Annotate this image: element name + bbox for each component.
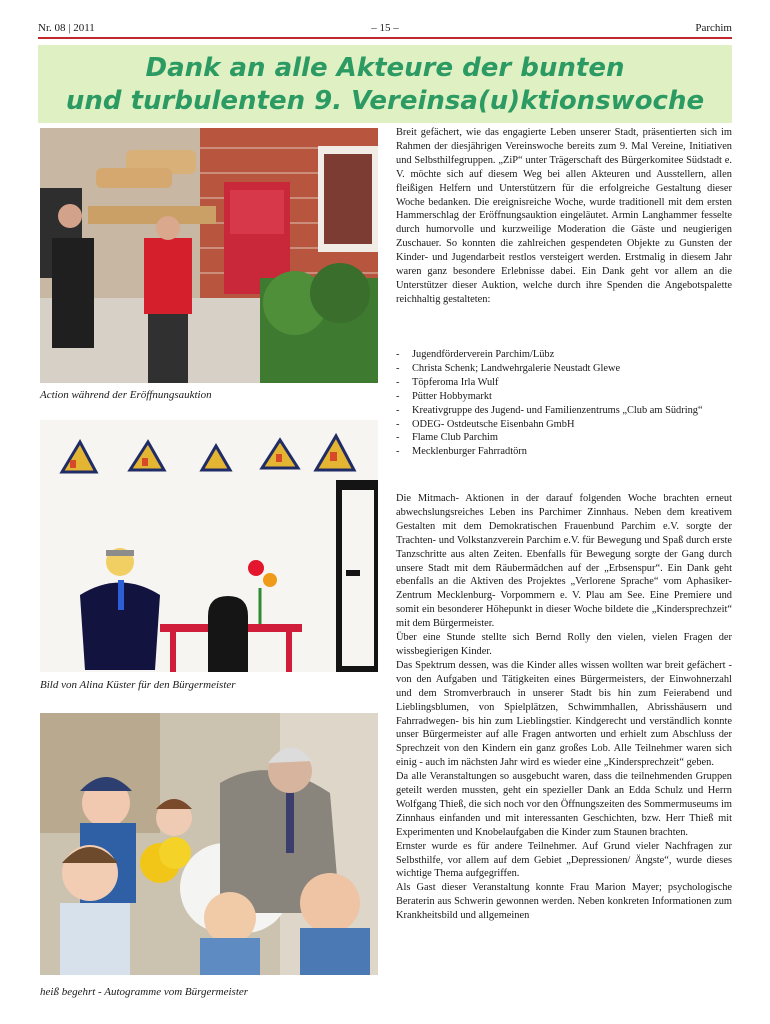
body-paragraph: Das Spektrum dessen, was die Kinder alles wissen wollten war breit gefächert - von den Aufgaben und Tätigkeiten eines Bürgermeisters, der Einwohnerzahl und dem Stromverbrauch in unserer Stadt bis hin zum Feierabend und Lieblingsblumen, von Spielplätzen, Schwimmhallen, Abrisshäusern und Fahrradwegen- bis hin zum Lieblingstier. Kindgerecht und verständlich konnte unser Bürgermeister auf alle Fragen antworten und erhielt zum Abschluss der Sprechzeit von den Kindern ein ganz großes Lob. Alle Teilnehmer waren sich einig - auch im nächsten Jahr wird es wieder eine „Kindersprechzeit“ geben.: [396, 659, 732, 769]
article-intro: [396, 126, 732, 307]
section-name: Parchim: [695, 22, 732, 34]
photo-autographs-caption: heiß begehrt - Autogramme vom Bürgermeister: [40, 986, 249, 998]
body-paragraph: Da alle Veranstaltungen so ausgebucht waren, dass die teilnehmenden Gruppen geteilt werden mussten, geht ein spezieller Dank an Edda Schulz und Herrn Wolfgang Thieß, die sich noch vor den Öffnungszeiten des Sommermuseums im Zinnhaus einfanden und mit interessanten Geschichten, bzw. Herr Thieß mit Experimenten und Knobelaufgaben die Kinder zum Staunen brachten.: [396, 771, 732, 838]
body-paragraph: Ernster wurde es für andere Teilnehmer. Auf Grund vieler Nachfragen zur Selbsthilfe, vor allem auf dem Gebiet „Depressionen/ Ängste“, wurde dieses wichtige Thema aufgegriffen.: [396, 840, 732, 880]
page-number: – 15 –: [371, 22, 399, 34]
body-paragraph: Als Gast dieser Veranstaltung konnte Frau Marion Mayer; psychologische Beraterin aus Schwerin gewonnen werden. Neben konkreten Informationen zum Krankheitsbild und allgemeinen: [396, 882, 732, 922]
list-item: - Christa Schenk; Landwehrgalerie Neustadt Glewe: [396, 362, 621, 374]
photo-autographs: [40, 713, 378, 975]
list-item: - Töpferoma Irla Wulf: [396, 376, 499, 388]
photo-drawing: [40, 420, 378, 672]
body-paragraph: Die Mitmach- Aktionen in der darauf folgenden Woche brachten erneut abwechslungsreiches Leben ins Parchimer Zinnhaus. Neben dem kreativem Gestalten mit dem Demokratischen Frauenbund Parchim e.V. sorgte der Trachten- und Volkstanzverein Parchim e.V. für Bewegung und Spaß durch erste Tanzschritte aus alten Zeiten. Ebenfalls für Bewegung sorgte der Gang durch unsere Stadt mit dem Räubermädchen auf der „Erbsenspur“. Ein Dank geht ebenfalls an die Aktiven des Projektes „Verlorene Sprache“ vom Aphasiker-Zentrum Mecklenburg- Vorpommern e. V. Plau am See. Eine Premiere und somit ein besonderer Höhepunkt in dieser Woche bildete die „Kindersprechzeit“ mit dem Bürgermeister.: [396, 493, 732, 630]
photo-auction-caption: Action während der Eröffnungsauktion: [40, 389, 212, 401]
list-item: - Pütter Hobbymarkt: [396, 390, 492, 402]
list-item: - Jugendförderverein Parchim/Lübz: [396, 349, 555, 360]
issue-number: Nr. 08 | 2011: [38, 22, 95, 34]
page-header: [38, 20, 732, 36]
header-rule: [38, 37, 732, 39]
title-banner: [38, 45, 732, 123]
headline-line-1: Dank an alle Akteure der bunten: [145, 53, 625, 83]
photo-drawing-caption: Bild von Alina Küster für den Bürgermeister: [40, 679, 236, 691]
headline-line-2: und turbulenten 9. Vereinsa(u)ktionswoche: [65, 86, 705, 116]
list-item: - ODEG- Ostdeutsche Eisenbahn GmbH: [396, 418, 575, 430]
list-item: - Kreativgruppe des Jugend- und Familienzentrums „Club am Südring“: [396, 404, 703, 416]
list-item: - Mecklenburger Fahrradtörn: [396, 446, 527, 458]
article-body: [396, 492, 732, 923]
photo-auction: [40, 128, 378, 383]
list-item: - Flame Club Parchim: [396, 432, 499, 444]
body-paragraph: Über eine Stunde stellte sich Bernd Rolly den vielen, vielen Fragen der wissbegierigen Kinder.: [396, 632, 732, 657]
sponsor-list: [396, 348, 732, 459]
intro-paragraph: Breit gefächert, wie das engagierte Leben unserer Stadt, präsentierten sich im Rahmen der diesjährigen Vereinswoche bereits zum 9. Mal Vereine, Initiativen und Selbsthilfegruppen. „ZiP“ unter Trägerschaft des Bürgerkomitee Südstadt e. V. möchte sich auf diesem Weg bei allen Akteuren und Ausstellern, allen fleißigen Helfern und Unterstützern für die erfolgreiche Gestaltung dieser Woche bedanken. Die ereignisreiche Woche, wurde traditionell mit dem ersten Hammerschlag der Eröffnungsauktion eingeläutet. Armin Langhammer fesselte durch humorvolle und kurzweilige Moderation die Gäste und neugierigen Zuschauer. So konnten die zahlreichen gespendeten Objekte zu Gunsten der Kinder- und Jugendarbeit restlos versteigert werden. Erstmalig in diesem Jahr waren ganz besondere Erlebnisse dabei. Ein Dank geht vor allem an die Unterstützer dieser Auktion, welche durch ihre Spenden die Angebotspalette reichhaltig gestalteten:: [396, 127, 732, 305]
